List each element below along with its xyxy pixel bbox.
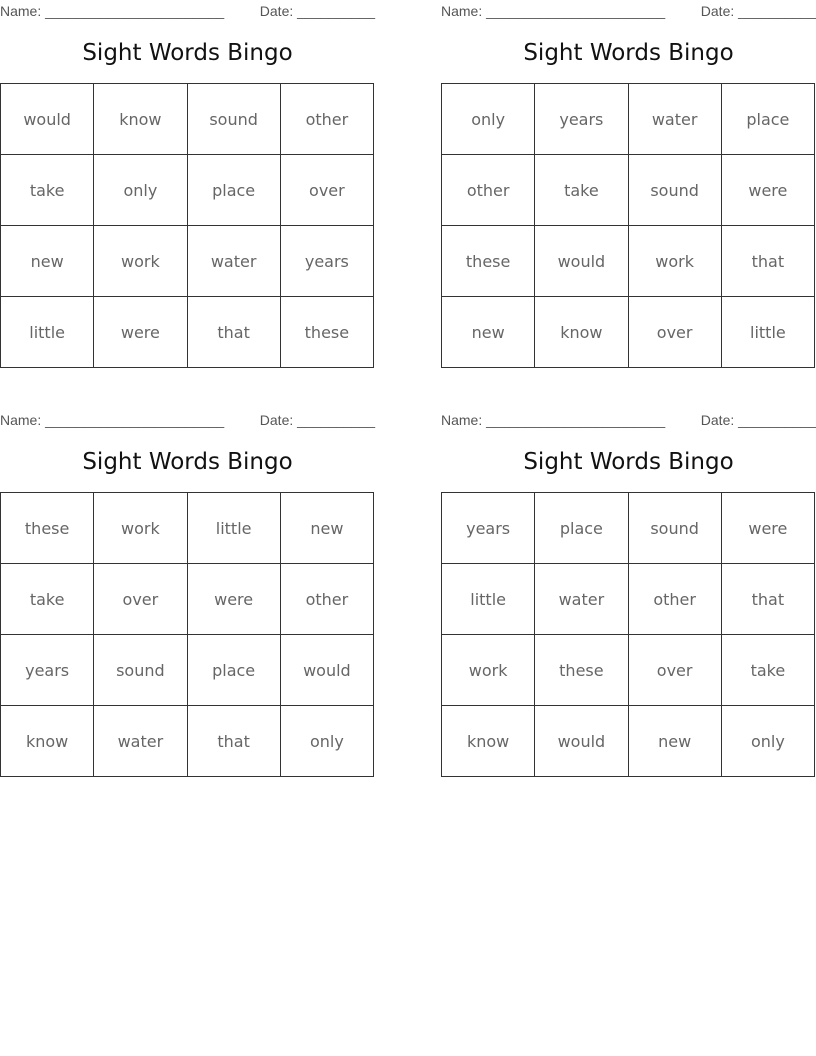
grid-row — [1, 493, 374, 564]
grid-cell: were — [721, 493, 814, 564]
grid-cell: sound — [94, 635, 187, 706]
grid-cell: take — [721, 635, 814, 706]
grid-cell: new — [1, 226, 94, 297]
grid-cell: would — [280, 635, 373, 706]
name-label: Name: _______________________ — [0, 3, 225, 19]
grid-cell: other — [628, 564, 721, 635]
grid-cell: new — [280, 493, 373, 564]
name-label: Name: _______________________ — [0, 412, 225, 428]
grid-cell: these — [1, 493, 94, 564]
grid-cell: new — [442, 297, 535, 368]
grid-row — [1, 226, 374, 297]
grid-cell: only — [280, 706, 373, 777]
grid-cell: over — [628, 297, 721, 368]
grid-cell: these — [442, 226, 535, 297]
grid-cell: sound — [628, 493, 721, 564]
grid-row — [442, 564, 815, 635]
grid-cell: sound — [628, 155, 721, 226]
grid-row — [442, 635, 815, 706]
grid-cell: place — [187, 635, 280, 706]
grid-cell: place — [535, 493, 628, 564]
date-label: Date: __________ — [700, 412, 816, 428]
card-title: Sight Words Bingo — [82, 40, 293, 66]
bingo-grid — [441, 492, 815, 777]
grid-cell: work — [628, 226, 721, 297]
grid-cell: work — [94, 226, 187, 297]
card-header — [441, 409, 816, 429]
grid-cell: years — [1, 635, 94, 706]
grid-cell: little — [1, 297, 94, 368]
grid-cell: were — [94, 297, 187, 368]
bingo-grid — [441, 83, 815, 368]
bingo-grid — [0, 83, 374, 368]
grid-row — [442, 155, 815, 226]
grid-cell: place — [721, 84, 814, 155]
grid-row — [442, 493, 815, 564]
grid-cell: water — [94, 706, 187, 777]
grid-cell: other — [280, 564, 373, 635]
grid-cell: know — [94, 84, 187, 155]
card-header — [0, 409, 375, 429]
grid-cell: that — [187, 706, 280, 777]
grid-cell: would — [1, 84, 94, 155]
card-header — [441, 0, 816, 20]
grid-cell: place — [187, 155, 280, 226]
grid-cell: only — [442, 84, 535, 155]
grid-cell: know — [535, 297, 628, 368]
grid-cell: take — [1, 564, 94, 635]
grid-cell: little — [442, 564, 535, 635]
grid-cell: over — [280, 155, 373, 226]
grid-cell: other — [280, 84, 373, 155]
grid-row — [1, 564, 374, 635]
grid-row — [1, 635, 374, 706]
grid-cell: only — [721, 706, 814, 777]
grid-cell: new — [628, 706, 721, 777]
grid-cell: years — [280, 226, 373, 297]
grid-cell: water — [535, 564, 628, 635]
grid-cell: sound — [187, 84, 280, 155]
date-label: Date: __________ — [259, 412, 375, 428]
grid-cell: were — [721, 155, 814, 226]
grid-cell: work — [94, 493, 187, 564]
grid-row — [1, 84, 374, 155]
grid-cell: over — [628, 635, 721, 706]
grid-cell: years — [535, 84, 628, 155]
grid-cell: work — [442, 635, 535, 706]
name-label: Name: _______________________ — [441, 412, 666, 428]
grid-cell: know — [1, 706, 94, 777]
grid-row — [442, 226, 815, 297]
grid-cell: these — [280, 297, 373, 368]
grid-row — [1, 155, 374, 226]
grid-cell: take — [1, 155, 94, 226]
card-title: Sight Words Bingo — [82, 449, 293, 475]
grid-cell: were — [187, 564, 280, 635]
grid-cell: that — [721, 564, 814, 635]
grid-cell: these — [535, 635, 628, 706]
name-label: Name: _______________________ — [441, 3, 666, 19]
card-title: Sight Words Bingo — [523, 449, 734, 475]
grid-cell: little — [187, 493, 280, 564]
grid-row — [442, 706, 815, 777]
grid-row — [442, 84, 815, 155]
card-header — [0, 0, 375, 20]
grid-cell: take — [535, 155, 628, 226]
grid-cell: that — [721, 226, 814, 297]
date-label: Date: __________ — [259, 3, 375, 19]
date-label: Date: __________ — [700, 3, 816, 19]
bingo-grid — [0, 492, 374, 777]
grid-cell: other — [442, 155, 535, 226]
grid-cell: years — [442, 493, 535, 564]
grid-cell: over — [94, 564, 187, 635]
grid-cell: would — [535, 706, 628, 777]
grid-row — [1, 706, 374, 777]
grid-cell: water — [187, 226, 280, 297]
card-title: Sight Words Bingo — [523, 40, 734, 66]
grid-row — [442, 297, 815, 368]
grid-cell: only — [94, 155, 187, 226]
grid-cell: would — [535, 226, 628, 297]
grid-cell: that — [187, 297, 280, 368]
grid-cell: know — [442, 706, 535, 777]
grid-cell: little — [721, 297, 814, 368]
grid-row — [1, 297, 374, 368]
grid-cell: water — [628, 84, 721, 155]
